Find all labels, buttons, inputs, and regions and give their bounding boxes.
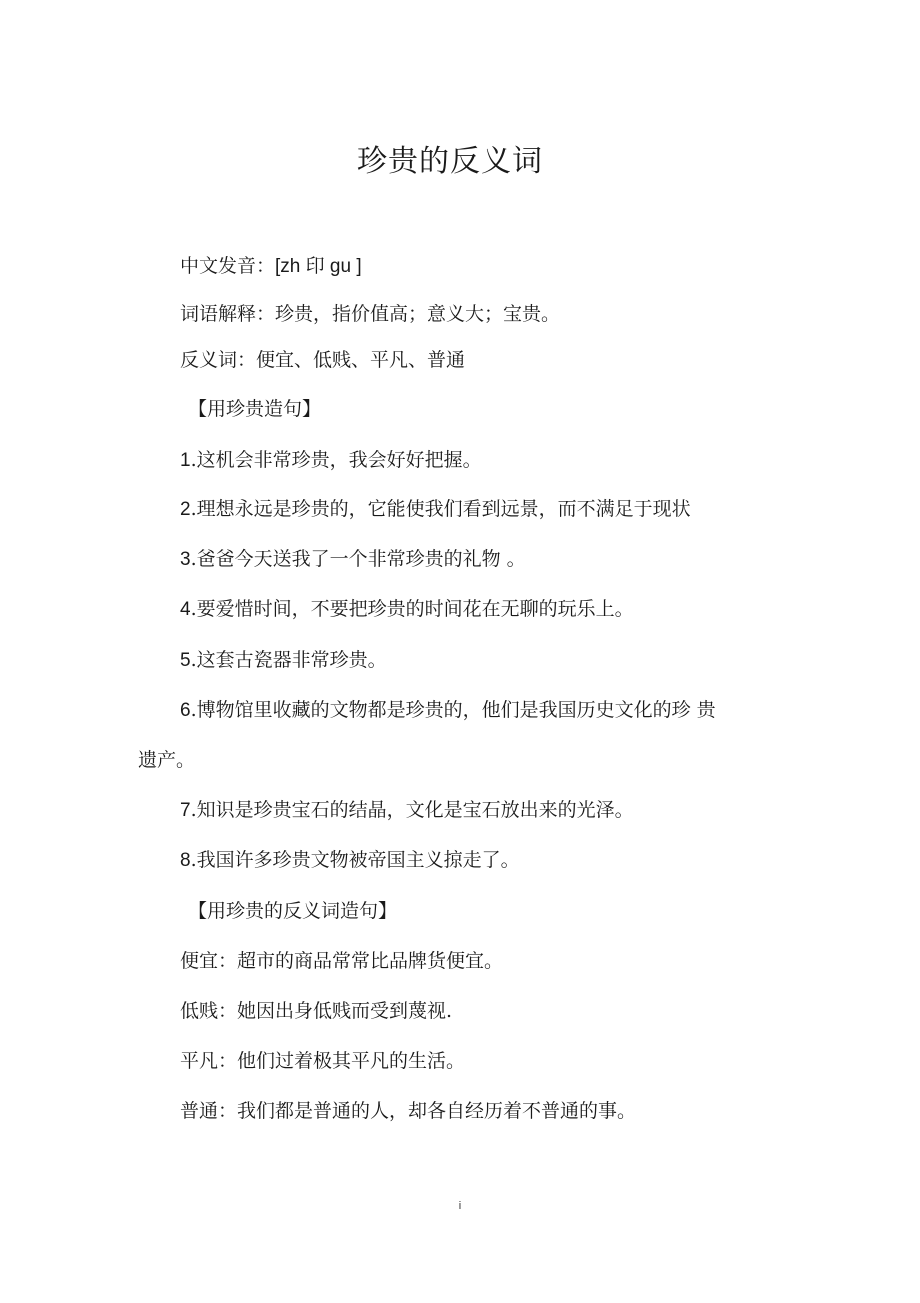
- page-number: i: [458, 1200, 462, 1212]
- sentence-number: 8: [180, 850, 191, 871]
- sentence-item: [180, 696, 716, 725]
- sentence-item: [180, 796, 634, 825]
- section-heading-sentences: 【用珍贵造句】: [188, 398, 322, 420]
- definition-line: 词语解释：珍贵，指价值高；意义大；宝贵。: [180, 303, 561, 325]
- page-title: 珍贵的反义词: [357, 144, 543, 179]
- antonym-example: 平凡：他们过着极其平凡的生活。: [180, 1050, 466, 1072]
- sentence-number: 6: [180, 700, 191, 721]
- sentence-text: .爸爸今天送我了一个非常珍贵的礼物 。: [190, 548, 526, 570]
- sentence-text: .要爱惜时间，不要把珍贵的时间花在无聊的玩乐上。: [190, 598, 634, 620]
- section-heading-antonym-sentences: 【用珍贵的反义词造句】: [188, 900, 398, 922]
- sentence-item: [180, 646, 387, 675]
- sentence-number: 2: [180, 499, 191, 520]
- sentence-text: .这套古瓷器非常珍贵。: [190, 649, 387, 671]
- sentence-item: [180, 545, 526, 574]
- sentence-number: 7: [180, 800, 191, 821]
- pronunciation-label: 中文发音：: [180, 255, 276, 277]
- sentence-item: [180, 595, 634, 624]
- antonyms-line: 反义词：便宜、低贱、平凡、普通: [180, 349, 466, 371]
- sentence-text: .理想永远是珍贵的，它能使我们看到远景，而不满足于现状: [190, 498, 691, 520]
- sentence-number: 3: [180, 549, 191, 570]
- sentence-number: 1: [180, 450, 191, 471]
- sentence-item: [180, 846, 520, 875]
- pronunciation-line: [180, 252, 362, 281]
- pronunciation-value: [zh 印 gu ]: [275, 256, 362, 277]
- sentence-text: .知识是珍贵宝石的结晶，文化是宝石放出来的光泽。: [190, 799, 634, 821]
- antonym-example: 普通：我们都是普通的人，却各自经历着不普通的事。: [180, 1100, 637, 1122]
- sentence-number: 5: [180, 650, 191, 671]
- sentence-number: 4: [180, 599, 191, 620]
- sentence-text: .博物馆里收藏的文物都是珍贵的，他们是我国历史文化的珍 贵: [190, 699, 716, 721]
- antonym-example: 低贱：她因出身低贱而受到蔑视.: [180, 1000, 453, 1022]
- sentence-continuation: 遗产。: [138, 749, 196, 771]
- sentence-item: [180, 446, 482, 475]
- sentence-text: .这机会非常珍贵，我会好好把握。: [190, 449, 482, 471]
- sentence-item: [180, 495, 691, 524]
- sentence-text: .我国许多珍贵文物被帝国主义掠走了。: [190, 849, 520, 871]
- antonym-example: 便宜：超市的商品常常比品牌货便宜。: [180, 950, 504, 972]
